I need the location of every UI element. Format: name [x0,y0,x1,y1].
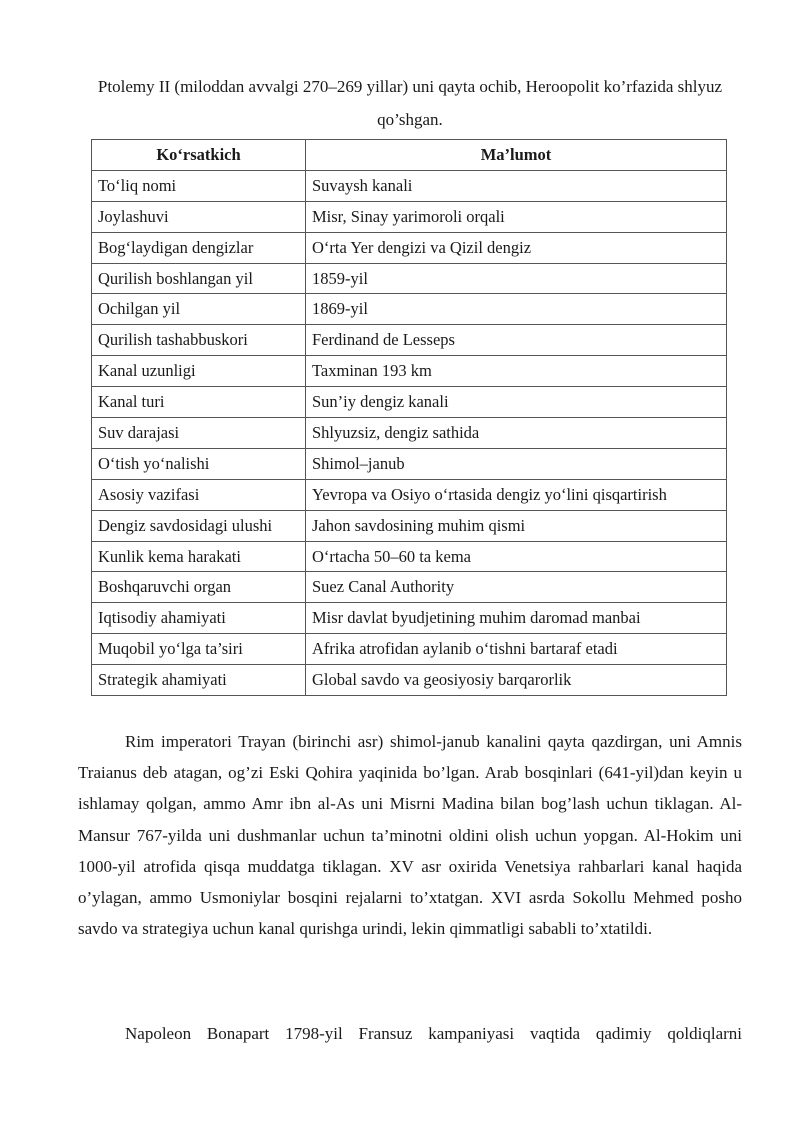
row-indicator-cell: Bog‘laydigan dengizlar [92,232,306,263]
column-header-indicator: Ko‘rsatkich [92,140,306,171]
row-indicator-cell: Joylashuvi [92,201,306,232]
table-row [92,356,727,387]
row-info-cell: 1869-yil [306,294,727,325]
table-row [92,170,727,201]
table-row [92,263,727,294]
table-row [92,325,727,356]
table-row [92,541,727,572]
row-indicator-cell: Qurilish boshlangan yil [92,263,306,294]
row-indicator-cell: Iqtisodiy ahamiyati [92,603,306,634]
table-row [92,634,727,665]
row-indicator-cell: Ochilgan yil [92,294,306,325]
row-info-cell: Suvaysh kanali [306,170,727,201]
table-row [92,387,727,418]
info-table [91,139,727,696]
row-indicator-cell: Strategik ahamiyati [92,665,306,696]
row-info-cell: Suez Canal Authority [306,572,727,603]
row-info-cell: Shlyuzsiz, dengiz sathida [306,418,727,449]
row-indicator-cell: Asosiy vazifasi [92,479,306,510]
row-indicator-cell: Muqobil yo‘lga ta’siri [92,634,306,665]
row-info-cell: 1859-yil [306,263,727,294]
row-info-cell: Sun’iy dengiz kanali [306,387,727,418]
column-header-info: Ma’lumot [306,140,727,171]
table-row [92,294,727,325]
row-info-cell: Global savdo va geosiyosiy barqarorlik [306,665,727,696]
table-row [92,510,727,541]
row-indicator-cell: To‘liq nomi [92,170,306,201]
table-row [92,232,727,263]
table-body [92,170,727,695]
row-info-cell: Yevropa va Osiyo o‘rtasida dengiz yo‘lini qisqartirish [306,479,727,510]
row-indicator-cell: Kanal turi [92,387,306,418]
paragraph-napoleon: Napoleon Bonapart 1798-yil Fransuz kampaniyasi vaqtida qadimiy qoldiqlarni [125,1024,742,1043]
row-info-cell: O‘rtacha 50–60 ta kema [306,541,727,572]
paragraph-trajan: Rim imperatori Trayan (birinchi asr) shimol-janub kanalini qayta qazdirgan, uni Amnis Traianus deb atagan, og’zi Eski Qohira yaqinida bo’lgan. Arab bosqinlari (641-yil)dan keyin u ishlamay qolgan, ammo Amr ibn al-As uni Misrni Madina bilan bog’lash uchun tiklagan. Al-Mansur 767-yilda uni dushmanlar uchun ta’minotni oldini olish uchun yopgan. Al-Hokim uni 1000-yil atrofida qisqa muddatga tiklagan. XV asr oxirida Venetsiya rahbarlari kanal haqida o’ylagan, ammo Usmoniylar bosqini rejalarni to’xtatgan. XVI asrda Sokollu Mehmed posho savdo va strategiya uchun kanal qurishga urindi, lekin qimmatligi sababli to’xtatildi. [78,732,742,939]
row-info-cell: O‘rta Yer dengizi va Qizil dengiz [306,232,727,263]
intro-text: Ptolemy II (miloddan avvalgi 270–269 yillar) uni qayta ochib, Heroopolit ko’rfazida shlyuz qo’shgan. [97,77,723,129]
row-info-cell: Taxminan 193 km [306,356,727,387]
row-indicator-cell: Suv darajasi [92,418,306,449]
table-header-row [92,140,727,171]
table-row [92,603,727,634]
row-info-cell: Jahon savdosining muhim qismi [306,510,727,541]
row-indicator-cell: Dengiz savdosidagi ulushi [92,510,306,541]
row-indicator-cell: O‘tish yo‘nalishi [92,448,306,479]
table-row [92,448,727,479]
table-row [92,418,727,449]
row-indicator-cell: Boshqaruvchi organ [92,572,306,603]
table-row [92,479,727,510]
row-info-cell: Ferdinand de Lesseps [306,325,727,356]
table-row [92,665,727,696]
row-info-cell: Misr davlat byudjetining muhim daromad manbai [306,603,727,634]
table-row [92,572,727,603]
table-row [92,201,727,232]
row-info-cell: Shimol–janub [306,448,727,479]
row-indicator-cell: Qurilish tashabbuskori [92,325,306,356]
row-indicator-cell: Kunlik kema harakati [92,541,306,572]
row-indicator-cell: Kanal uzunligi [92,356,306,387]
row-info-cell: Afrika atrofidan aylanib o‘tishni bartaraf etadi [306,634,727,665]
row-info-cell: Misr, Sinay yarimoroli orqali [306,201,727,232]
